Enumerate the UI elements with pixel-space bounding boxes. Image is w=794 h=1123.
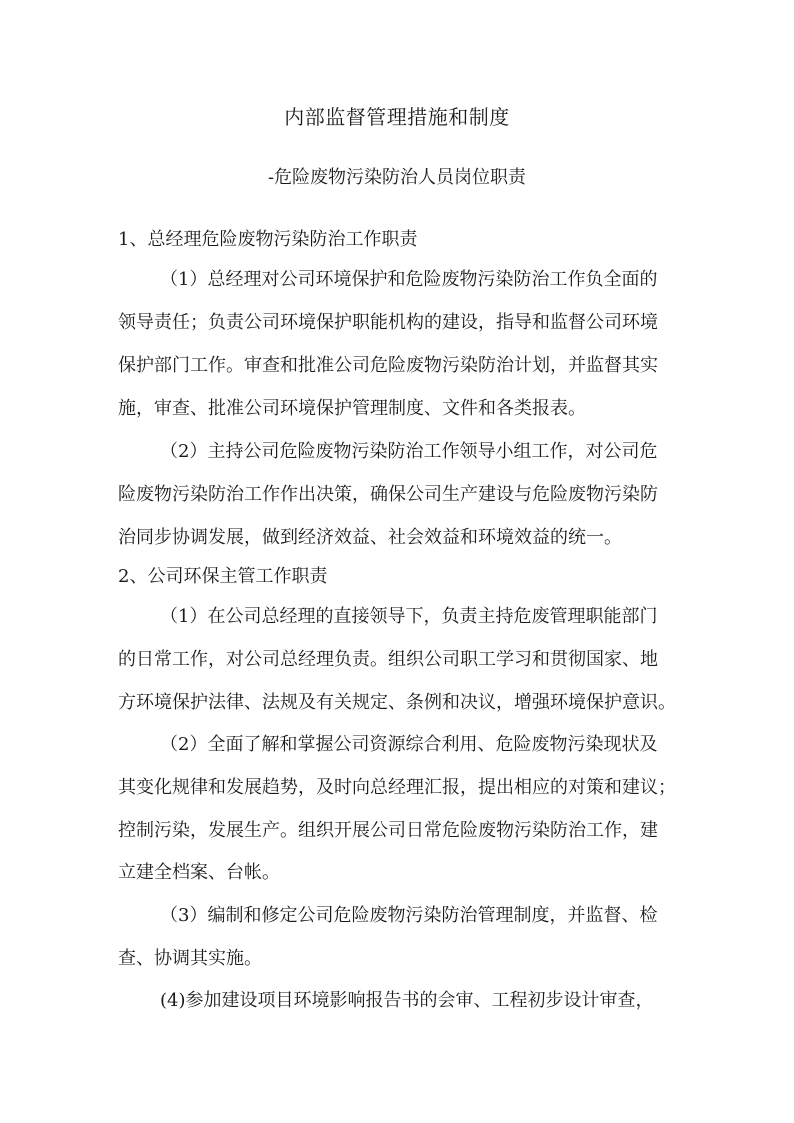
document-subtitle: -危险废物污染防治人员岗位职责 (267, 167, 527, 188)
paragraph-line: 施，审查、批准公司环境保护管理制度、文件和各类报表。 (118, 398, 586, 419)
paragraph-line: 立建全档案、台帐。 (118, 862, 280, 883)
paragraph-line: 险废物污染防治工作作出决策，确保公司生产建设与危险废物污染防 (118, 484, 658, 505)
paragraph-line: 治同步协调发展，做到经济效益、社会效益和环境效益的统一。 (118, 527, 622, 548)
paragraph-line: （3）编制和修定公司危险废物污染防治管理制度，并监督、检 (160, 905, 658, 926)
paragraph-line: 保护部门工作。审查和批准公司危险废物污染防治计划，并监督其实 (118, 355, 658, 376)
paragraph-line: （1）总经理对公司环境保护和危险废物污染防治工作负全面的 (160, 269, 658, 290)
paragraph-line: 的日常工作，对公司总经理负责。组织公司职工学习和贯彻国家、地 (118, 649, 658, 670)
paragraph-line: （1）在公司总经理的直接领导下，负责主持危废管理职能部门 (160, 606, 658, 627)
paragraph-line: （2）全面了解和掌握公司资源综合利用、危险废物污染现状及 (160, 734, 658, 755)
paragraph-line: 控制污染，发展生产。组织开展公司日常危险废物污染防治工作，建 (118, 820, 658, 841)
section-heading: 2、公司环保主管工作职责 (118, 566, 328, 587)
document-title: 内部监督管理措施和制度 (284, 105, 510, 129)
paragraph-line: 领导责任；负责公司环境保护职能机构的建设，指导和监督公司环境 (118, 312, 658, 333)
paragraph-line: （2）主持公司危险废物污染防治工作领导小组工作，对公司危 (160, 441, 658, 462)
paragraph-line: (4)参加建设项目环境影响报告书的会审、工程初步设计审查， (160, 990, 654, 1011)
section-heading: 1、总经理危险废物污染防治工作职责 (118, 229, 418, 250)
paragraph-line: 方环境保护法律、法规及有关规定、条例和决议，增强环境保护意识。 (118, 692, 676, 713)
paragraph-line: 查、协调其实施。 (118, 948, 262, 969)
paragraph-line: 其变化规律和发展趋势，及时向总经理汇报，提出相应的对策和建议； (118, 777, 676, 798)
